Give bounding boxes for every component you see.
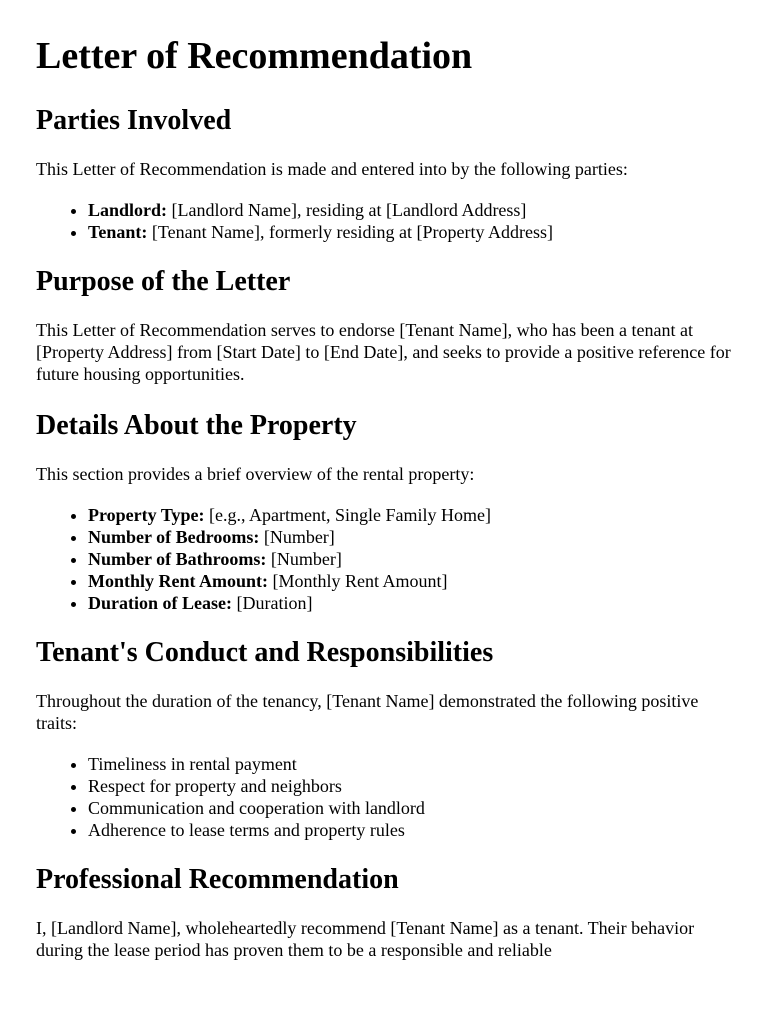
item-text: [Number] bbox=[266, 549, 342, 569]
property-details-list bbox=[36, 504, 734, 614]
item-text: [e.g., Apartment, Single Family Home] bbox=[204, 505, 491, 525]
list-item: • Respect for property and neighbors bbox=[88, 775, 734, 797]
list-item bbox=[88, 548, 734, 570]
item-label: Number of Bathrooms: bbox=[88, 549, 267, 569]
section-heading-recommendation: Professional Recommendation bbox=[36, 864, 399, 895]
section-body-recommendation: I, [Landlord Name], wholeheartedly recommend [Tenant Name] as a tenant. Their behavior during the lease period has proven them to be a responsible and reliable bbox=[36, 918, 695, 960]
list-item: • Adherence to lease terms and property rules bbox=[88, 819, 734, 841]
item-label: Monthly Rent Amount: bbox=[88, 571, 269, 591]
section-heading-purpose: Purpose of the Letter bbox=[36, 266, 291, 297]
section-heading-conduct: Tenant's Conduct and Responsibilities bbox=[36, 637, 494, 668]
conduct-traits-list bbox=[36, 753, 734, 841]
list-item: • Communication and cooperation with landlord bbox=[88, 797, 734, 819]
item-label: Property Type: bbox=[88, 505, 205, 525]
list-item bbox=[88, 526, 734, 548]
item-label: Duration of Lease: bbox=[88, 593, 232, 613]
item-label: Number of Bedrooms: bbox=[88, 527, 260, 547]
item-label: Landlord: bbox=[88, 200, 168, 220]
item-label: Tenant: bbox=[88, 222, 148, 242]
list-item bbox=[88, 570, 734, 592]
section-intro-conduct: Throughout the duration of the tenancy, [Tenant Name] demonstrated the following positive traits: bbox=[36, 691, 699, 733]
section-body-purpose: This Letter of Recommendation serves to endorse [Tenant Name], who has been a tenant at [Property Address] from [Start Date] to [End Date], and seeks to provide a positive reference for future housing opportunities. bbox=[36, 320, 731, 384]
item-text: [Tenant Name], formerly residing at [Property Address] bbox=[147, 222, 553, 242]
document-title: Letter of Recommendation bbox=[36, 35, 473, 77]
list-item bbox=[88, 221, 734, 243]
item-text: [Number] bbox=[259, 527, 335, 547]
list-item bbox=[88, 199, 734, 221]
list-item bbox=[88, 592, 734, 614]
section-intro-parties: This Letter of Recommendation is made and entered into by the following parties: bbox=[36, 159, 628, 179]
parties-list bbox=[36, 199, 734, 243]
list-item: • Timeliness in rental payment bbox=[88, 753, 734, 775]
section-heading-property: Details About the Property bbox=[36, 410, 357, 441]
item-text: [Monthly Rent Amount] bbox=[268, 571, 448, 591]
section-heading-parties: Parties Involved bbox=[36, 105, 232, 136]
item-text: [Landlord Name], residing at [Landlord Address] bbox=[167, 200, 527, 220]
item-text: [Duration] bbox=[231, 593, 313, 613]
section-intro-property: This section provides a brief overview of the rental property: bbox=[36, 464, 475, 484]
list-item bbox=[88, 504, 734, 526]
